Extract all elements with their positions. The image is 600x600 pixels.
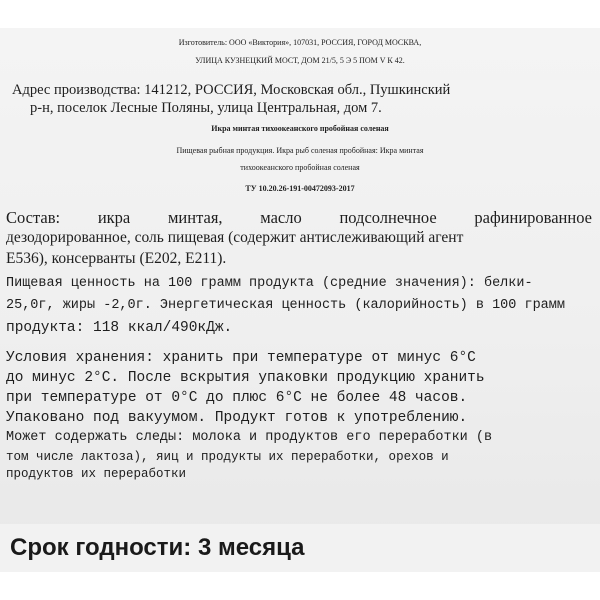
composition-line-1: Состав: икра минтая, масло подсолнечное рафинированное <box>6 208 592 227</box>
storage-line-2: до минус 2°С. После вскрытия упаковки продукцию хранить <box>6 370 485 386</box>
storage-line-4: Упаковано под вакуумом. Продукт готов к употреблению. <box>6 410 468 426</box>
production-address-line-1: Адрес производства: 141212, РОССИЯ, Московская обл., Пушкинский <box>12 82 451 98</box>
product-tu-code: ТУ 10.20.26-191-00472093-2017 <box>245 184 355 193</box>
nutrition-line-3: продукта: 118 ккал/490кДж. <box>6 320 233 336</box>
product-title: Икра минтая тихоокеанского пробойная соленая <box>211 124 389 133</box>
composition-line-3: Е536), консерванты (Е202, Е211). <box>6 250 227 267</box>
nutrition-line-1: Пищевая ценность на 100 грамм продукта (средние значения): белки- <box>6 276 533 291</box>
allergens-line-2: том числе лактоза), яиц и продукты их переработки, орехов и <box>6 450 449 464</box>
manufacturer-line-1: Изготовитель: ООО «Виктория», 107031, РОССИЯ, ГОРОД МОСКВА, <box>178 38 422 47</box>
manufacturer-line-2: УЛИЦА КУЗНЕЦКИЙ МОСТ, ДОМ 21/5, 5 Э 5 ПОМ V К 42. <box>195 56 405 65</box>
composition-line-2: дезодорированное, соль пищевая (содержит антислеживающий агент <box>6 229 464 246</box>
product-subtitle-line-2: тихоокеанского пробойная соленая <box>240 163 360 172</box>
product-subtitle-line-1: Пищевая рыбная продукция. Икра рыб соленая пробойная: Икра минтая <box>176 146 424 155</box>
shelf-life: Срок годности: 3 месяца <box>10 534 305 561</box>
storage-line-3: при температуре от 0°С до плюс 6°С не более 48 часов. <box>6 390 468 406</box>
allergens-line-1: Может содержать следы: молока и продуктов его переработки (в <box>6 430 493 445</box>
allergens-line-3: продуктов их переработки <box>6 467 187 481</box>
storage-line-1: Условия хранения: хранить при температуре от минус 6°С <box>6 350 476 366</box>
nutrition-line-2: 25,0г, жиры -2,0г. Энергетическая ценность (калорийность) в 100 грамм <box>6 298 565 313</box>
production-address-line-2: р-н, поселок Лесные Поляны, улица Центральная, дом 7. <box>30 100 382 116</box>
